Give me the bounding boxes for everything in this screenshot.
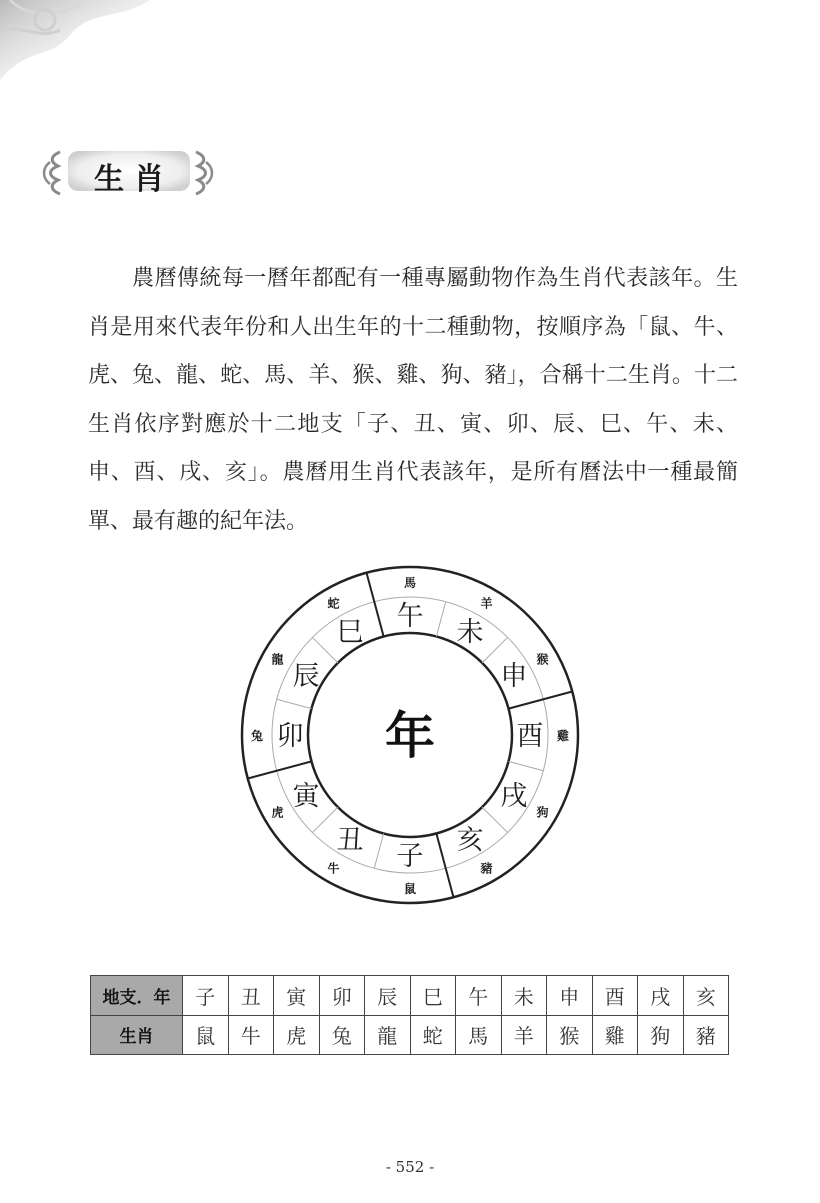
- wheel-animal-label: 龍: [271, 652, 284, 667]
- animal-cell: 兔: [319, 1015, 365, 1055]
- corner-ornament: [0, 0, 200, 90]
- wheel-branch-label: 午: [396, 601, 424, 632]
- animal-cell: 鼠: [183, 1015, 229, 1055]
- wheel-animal-label: 牛: [327, 861, 340, 876]
- animals-row: [91, 1015, 729, 1055]
- wheel-animal-label: 雞: [556, 729, 570, 743]
- row-header-branches: 地支．年: [91, 976, 183, 1016]
- sector-divider: [374, 834, 383, 869]
- wheel-branch-label: 亥: [456, 824, 484, 856]
- sector-divider: [482, 637, 507, 662]
- wheel-branch-label: 酉: [516, 721, 544, 752]
- branch-cell: 丑: [228, 976, 274, 1016]
- animal-cell: 羊: [501, 1015, 547, 1055]
- sector-divider: [436, 602, 445, 637]
- sector-divider: [509, 692, 573, 709]
- wheel-animal-label: 羊: [480, 596, 493, 611]
- wheel-branch-label: 卯: [276, 721, 304, 752]
- branch-cell: 戌: [638, 976, 684, 1016]
- branch-cell: 亥: [683, 976, 729, 1016]
- wheel-animal-label: 蛇: [327, 596, 340, 611]
- intro-paragraph: 農曆傳統每一曆年都配有一種專屬動物作為生肖代表該年。生肖是用來代表年份和人出生年的十二種動物，按順序為「鼠、牛、虎、兔、龍、蛇、馬、羊、猴、雞、狗、豬」，合稱十二生肖。十二生肖依序對應於十二地支「子、丑、寅、卯、辰、巳、午、未、申、酉、戌、亥」。農曆用生肖代表該年，是所有曆法中一種最簡單、最有趣的紀年法。: [88, 266, 738, 534]
- wheel-branch-label: 未: [456, 617, 484, 649]
- page-title: 生肖: [94, 162, 174, 197]
- wheel-branch-label: 巳: [336, 617, 364, 649]
- wheel-animal-label: 虎: [271, 805, 284, 820]
- wheel-animal-label: 鼠: [403, 882, 417, 896]
- branch-cell: 未: [501, 976, 547, 1016]
- animal-cell: 蛇: [410, 1015, 456, 1055]
- sector-divider: [312, 637, 337, 662]
- sector-divider: [277, 699, 312, 708]
- wheel-animal-label: 兔: [250, 729, 264, 743]
- wheel-center-label: 年: [385, 706, 435, 765]
- section-heading: [28, 148, 228, 198]
- sector-divider: [509, 761, 544, 770]
- branch-cell: 卯: [319, 976, 365, 1016]
- branch-cell: 酉: [592, 976, 638, 1016]
- branch-cell: 子: [183, 976, 229, 1016]
- row-header-animals: 生肖: [91, 1015, 183, 1055]
- animal-cell: 虎: [274, 1015, 320, 1055]
- sector-divider: [367, 573, 384, 637]
- zodiac-table: [90, 975, 729, 1055]
- branch-cell: 申: [547, 976, 593, 1016]
- branch-cell: 午: [456, 976, 502, 1016]
- wheel-animal-label: 豬: [480, 861, 493, 876]
- wheel-branch-label: 戌: [500, 781, 528, 812]
- animal-cell: 豬: [683, 1015, 729, 1055]
- animal-cell: 狗: [638, 1015, 684, 1055]
- wheel-branch-label: 子: [396, 841, 424, 872]
- wheel-animal-label: 猴: [536, 652, 549, 667]
- animal-cell: 龍: [365, 1015, 411, 1055]
- wheel-branch-label: 辰: [292, 661, 320, 692]
- branch-cell: 辰: [365, 976, 411, 1016]
- branches-row: [91, 976, 729, 1016]
- branch-cell: 寅: [274, 976, 320, 1016]
- animal-cell: 雞: [592, 1015, 638, 1055]
- wheel-branch-label: 寅: [292, 781, 320, 812]
- wheel-animal-label: 狗: [536, 805, 549, 820]
- branch-cell: 巳: [410, 976, 456, 1016]
- wheel-animal-label: 馬: [403, 576, 417, 590]
- animal-cell: 猴: [547, 1015, 593, 1055]
- animal-cell: 馬: [456, 1015, 502, 1055]
- wheel-branch-label: 申: [500, 661, 528, 692]
- sector-divider: [248, 761, 312, 778]
- page-number: - 552 -: [385, 1158, 435, 1176]
- sector-divider: [436, 834, 453, 898]
- animal-cell: 牛: [228, 1015, 274, 1055]
- wheel-branch-label: 丑: [336, 824, 364, 856]
- zodiac-wheel: [240, 565, 580, 905]
